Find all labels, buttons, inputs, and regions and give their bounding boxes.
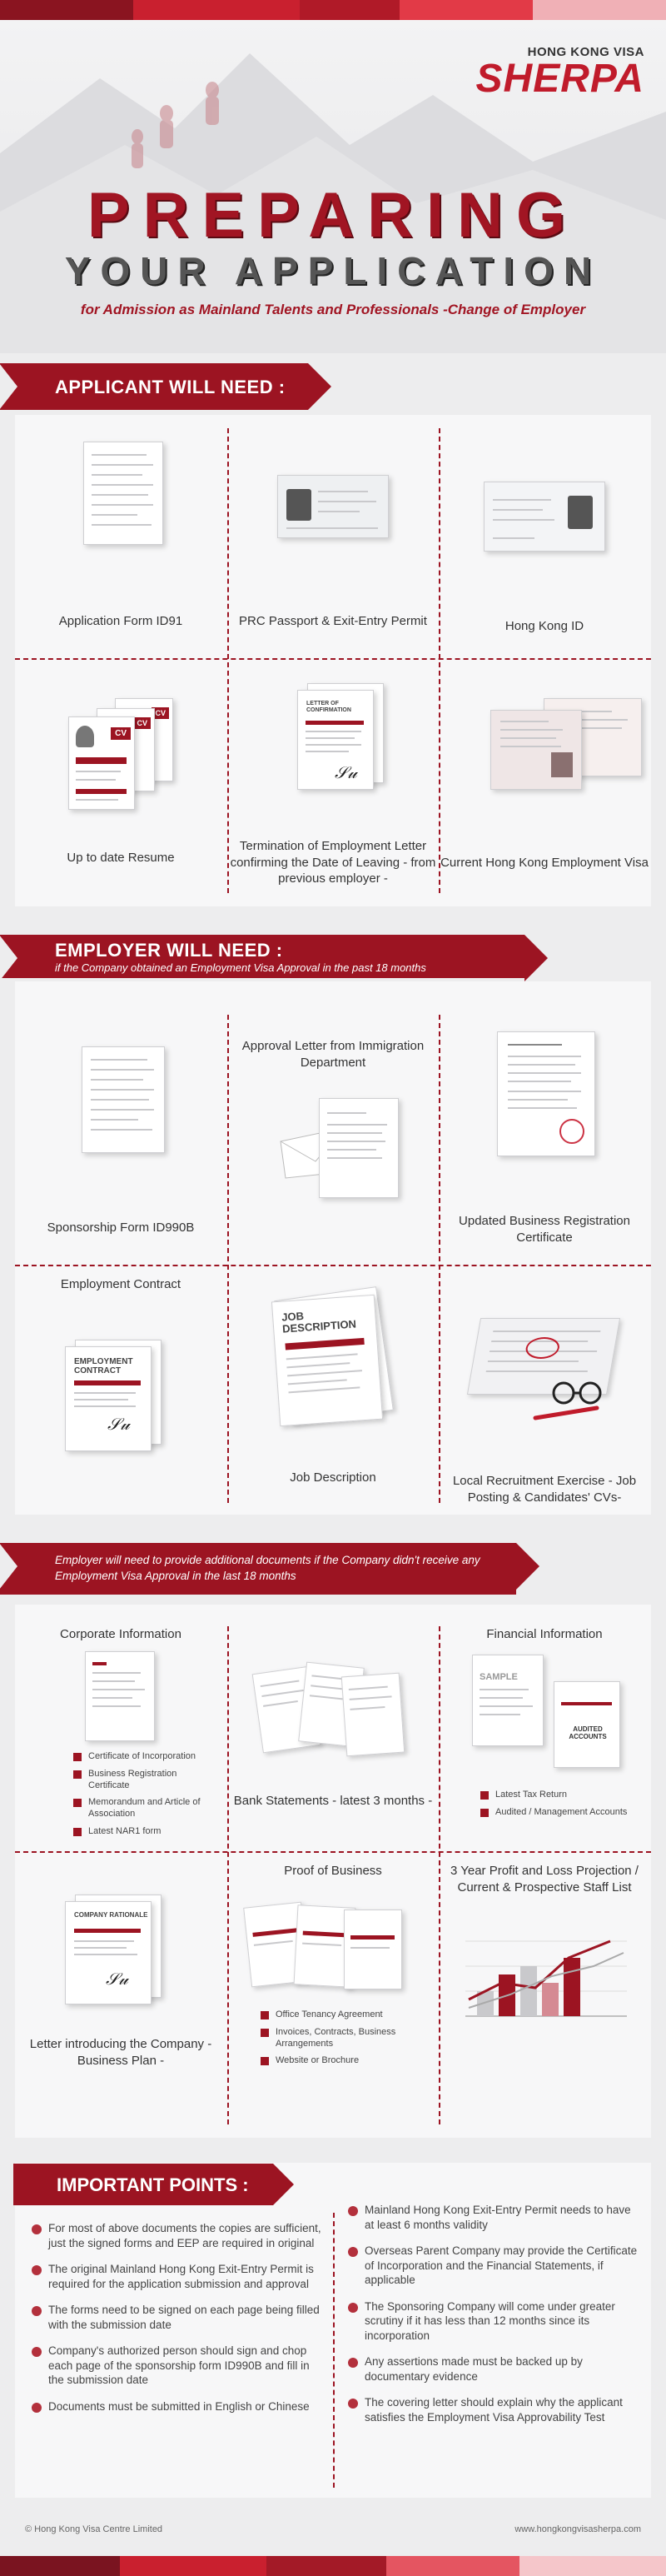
top-color-bar [0, 0, 666, 20]
additional-panel [15, 1605, 651, 2138]
company-rationale-icon [65, 1901, 152, 2004]
employer-item-approval-letter [227, 981, 439, 1265]
cv-tag: CV [111, 727, 131, 740]
form-document-icon [83, 442, 163, 545]
job-description-icon [271, 1295, 383, 1426]
proof-title: Proof of Business [284, 1864, 382, 1878]
important-item: For most of above documents the copies are sufficient, just the signed forms and EEP are required in original [28, 2221, 325, 2250]
important-panel [15, 2163, 651, 2498]
applicant-item-hkid [439, 415, 650, 658]
employer-item-recruitment [439, 1265, 650, 1515]
signature-icon: 𝒮𝓊 [335, 762, 357, 782]
glasses-pen-icon [530, 1381, 630, 1423]
business-document-icon [344, 1910, 402, 1989]
bottom-color-bar [0, 2556, 666, 2576]
employer-item-caption: Sponsorship Form ID990B [47, 1221, 195, 1235]
title-line-2: YOUR APPLICATION [64, 249, 602, 292]
projection-title: 3 Year Profit and Loss Projection / Current & Prospective Staff List [450, 1864, 639, 1895]
additional-banner-text: Employer will need to provide additional documents if the Company didn't receive any Employment Visa Approval in the last 18 months [55, 1554, 480, 1582]
additional-banner [0, 1543, 516, 1595]
bullet-item: Invoices, Contracts, Business Arrangements [257, 2027, 432, 2050]
employer-item-caption: Updated Business Registration Certificate [459, 1214, 630, 1245]
passport-card-icon [277, 475, 389, 538]
hkid-card-icon [484, 482, 605, 552]
projection [439, 1851, 650, 2138]
employer-item-job-description [227, 1265, 439, 1515]
important-banner-title: IMPORTANT POINTS : [57, 2174, 249, 2195]
cv-tag: CV [152, 707, 169, 719]
important-item: Company's authorized person should sign and chop each page of the sponsorship form ID990B and fill in the submission date [28, 2344, 325, 2388]
employer-banner-title: EMPLOYER WILL NEED : [55, 940, 283, 961]
employer-item-caption: Employment Contract [60, 1277, 181, 1291]
bank-caption: Bank Statements - latest 3 months - [233, 1794, 433, 1808]
audited-label: AUDITED ACCOUNTS [569, 1725, 607, 1740]
sponsorship-form-icon [82, 1046, 165, 1153]
confirmation-letter-icon [297, 690, 374, 790]
employer-item-id990b [15, 981, 226, 1265]
bank-statement-icon [341, 1673, 405, 1757]
bullet-item: Office Tenancy Agreement [257, 2009, 432, 2021]
bank-statements [227, 1605, 439, 1851]
contract-label: EMPLOYMENT CONTRACT [74, 1357, 133, 1375]
important-item: Any assertions made must be backed up by documentary evidence [345, 2354, 641, 2384]
employer-panel [15, 981, 651, 1515]
important-right-column [345, 2203, 641, 2437]
applicant-banner-title: APPLICANT WILL NEED : [55, 377, 286, 397]
corporate-bullets [70, 1751, 211, 1844]
tax-return-icon [472, 1655, 544, 1746]
applicant-item-caption: Application Form ID91 [58, 614, 183, 628]
financial-bullets [477, 1790, 635, 1825]
important-item: Mainland Hong Kong Exit-Entry Permit needs to have at least 6 months validity [345, 2203, 641, 2232]
bullet-item: Audited / Management Accounts [477, 1807, 635, 1819]
job-label: JOB DESCRIPTION [281, 1309, 357, 1335]
sherpa-logo [476, 45, 644, 99]
important-banner [13, 2164, 273, 2205]
rationale-label: COMPANY RATIONALE [74, 1911, 148, 1919]
employer-item-caption: Approval Letter from Immigration Department [241, 1039, 425, 1070]
important-item: Overseas Parent Company may provide the Certificate of Incorporation and the Financial Statements, if applicable [345, 2244, 641, 2288]
applicant-item-resume [15, 658, 226, 906]
bullet-item: Latest Tax Return [477, 1790, 635, 1801]
proof-bullets [257, 2009, 432, 2073]
letter-caption: Letter introducing the Company - Business Plan - [29, 2037, 212, 2068]
important-item: The Sponsoring Company will come under greater scrutiny if it has less than 12 months since its incorporation [345, 2299, 641, 2344]
proof-of-business [227, 1851, 439, 2138]
bullet-item: Website or Brochure [257, 2055, 432, 2067]
employer-item-caption: Local Recruitment Exercise - Job Posting & Candidates' CVs- [452, 1474, 637, 1505]
corporate-title: Corporate Information [60, 1627, 181, 1641]
applicant-item-caption: PRC Passport & Exit-Entry Permit [239, 614, 427, 628]
important-item: Documents must be submitted in English or Chinese [28, 2399, 325, 2414]
applicant-item-termination-letter [227, 658, 439, 906]
employer-item-contract [15, 1265, 226, 1515]
important-item: The forms need to be signed on each page being filled with the submission date [28, 2303, 325, 2332]
employer-banner-sub: if the Company obtained an Employment Visa Approval in the past 18 months [55, 961, 426, 974]
logo-main-text: SHERPA [475, 57, 644, 101]
bullet-item: Certificate of Incorporation [70, 1751, 211, 1763]
audited-accounts-icon [554, 1681, 620, 1768]
applicant-item-caption: Termination of Employment Letter confirming the Date of Leaving - from previous employer - [230, 839, 436, 886]
important-item: The original Mainland Hong Kong Exit-Entry Permit is required for the application submission and approval [28, 2262, 325, 2291]
website-link[interactable]: www.hongkongvisasherpa.com [514, 2524, 641, 2534]
contract-document-icon [65, 1346, 152, 1451]
employer-item-br-certificate [439, 981, 650, 1265]
company-letter [15, 1851, 226, 2138]
confirmation-label: LETTER OF CONFIRMATION [306, 701, 351, 713]
title-line-1: PREPARING [87, 180, 579, 251]
applicant-panel [15, 415, 651, 906]
subtitle: for Admission as Mainland Talents and Professionals -Change of Employer [80, 302, 586, 317]
financial-information [439, 1605, 650, 1851]
applicant-banner [0, 363, 308, 410]
cv-tag: CV [133, 717, 151, 729]
bullet-item: Business Registration Certificate [70, 1769, 211, 1792]
br-certificate-icon [497, 1031, 595, 1156]
employer-banner [0, 935, 524, 978]
resume-document-icon [68, 716, 135, 810]
applicant-item-caption: Up to date Resume [67, 851, 175, 865]
signature-icon: 𝒮𝓊 [106, 1969, 128, 1989]
applicant-item-form-id91 [15, 415, 226, 658]
applicant-item-passport [227, 415, 439, 658]
corporate-information [15, 1605, 226, 1851]
sample-label: SAMPLE [480, 1672, 518, 1682]
bar-chart-icon [460, 1933, 632, 2024]
logo-top-text: HONG KONG VISA [527, 45, 644, 59]
financial-title: Financial Information [486, 1627, 603, 1641]
visa-document-icon [490, 710, 582, 790]
signature-icon: 𝒮𝓊 [107, 1414, 130, 1434]
employer-item-caption: Job Description [290, 1470, 376, 1485]
copyright-text: © Hong Kong Visa Centre Limited [25, 2524, 163, 2534]
bullet-item: Memorandum and Article of Association [70, 1797, 211, 1820]
important-item: The covering letter should explain why the applicant satisfies the Employment Visa Approvability Test [345, 2395, 641, 2424]
corporate-document-icon [85, 1651, 155, 1741]
important-left-column [28, 2221, 325, 2425]
applicant-item-employment-visa [439, 658, 650, 906]
applicant-item-caption: Current Hong Kong Employment Visa [440, 856, 649, 870]
bullet-item: Latest NAR1 form [70, 1826, 211, 1838]
approval-letter-icon [319, 1098, 399, 1198]
applicant-item-caption: Hong Kong ID [504, 619, 584, 633]
